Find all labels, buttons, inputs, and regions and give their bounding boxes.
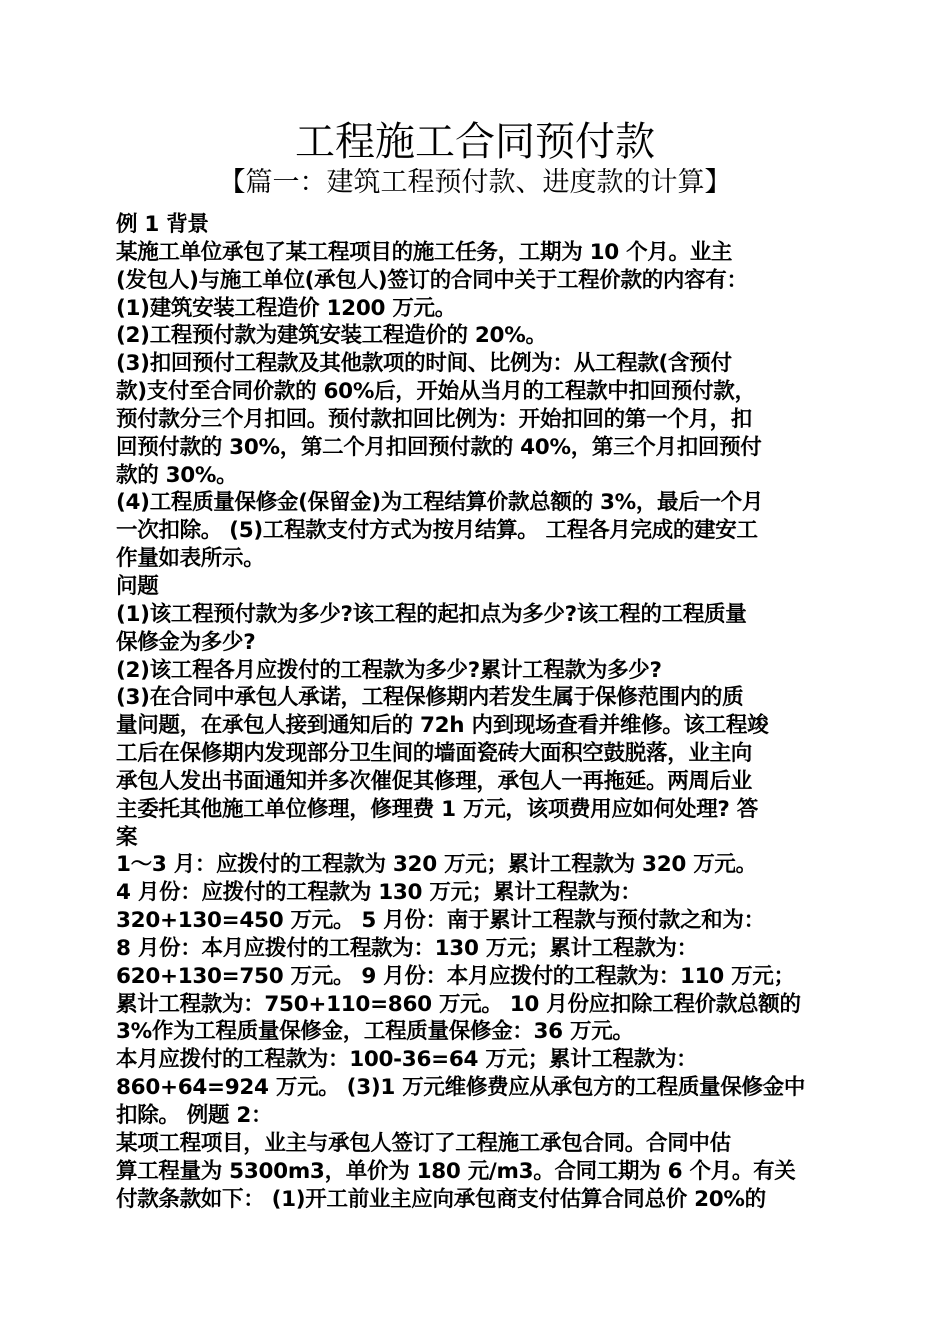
text-line: 保修金为多少? [116, 629, 256, 655]
text-line: 4 月份：应拨付的工程款为 130 万元；累计工程款为： [116, 880, 642, 906]
document-title: 工程施工合同预付款 [295, 119, 655, 165]
text-line: (2)工程预付款为建筑安装工程造价的 20%。 [116, 323, 547, 349]
text-line: 主委托其他施工单位修理，修理费 1 万元，该项费用应如何处理? 答 [116, 796, 758, 822]
text-line: (4)工程质量保修金(保留金)为工程结算价款总额的 3%，最后一个月 [116, 490, 764, 516]
text-line: 320+130=450 万元。 5 月份：南于累计工程款与预付款之和为： [116, 908, 765, 934]
text-line: 算工程量为 5300m3，单价为 180 元/m3。合同工期为 6 个月。有关 [116, 1158, 796, 1184]
text-line: 付款条款如下： (1)开工前业主应向承包商支付估算合同总价 20%的 [116, 1186, 766, 1212]
text-line: 3%作为工程质量保修金，工程质量保修金：36 万元。 [116, 1019, 634, 1045]
text-line: 款的 30%。 [116, 462, 238, 488]
document-body [116, 211, 836, 1213]
text-line: 某施工单位承包了某工程项目的施工任务，工期为 10 个月。业主 [116, 239, 733, 265]
document-subtitle: 【篇一：建筑工程预付款、进度款的计算】 [218, 167, 732, 198]
text-line: (1)该工程预付款为多少?该工程的起扣点为多少?该工程的工程质量 [116, 601, 747, 627]
text-line: (3)扣回预付工程款及其他款项的时间、比例为：从工程款(含预付 [116, 351, 732, 377]
text-line: 款)支付至合同价款的 60%后，开始从当月的工程款中扣回预付款， [116, 379, 756, 405]
text-line: 承包人发出书面通知并多次催促其修理，承包人一再拖延。两周后业 [116, 768, 753, 794]
text-line: 一次扣除。 (5)工程款支付方式为按月结算。 工程各月完成的建安工 [116, 518, 758, 544]
text-line: 问题 [116, 573, 159, 599]
text-line: 某项工程项目，业主与承包人签订了工程施工承包合同。合同中估 [116, 1130, 731, 1156]
text-line: 620+130=750 万元。 9 月份：本月应拨付的工程款为：110 万元； [116, 963, 795, 989]
text-line: 工后在保修期内发现部分卫生间的墙面瓷砖大面积空鼓脱落，业主向 [116, 741, 753, 767]
text-line: (发包人)与施工单位(承包人)签订的合同中关于工程价款的内容有： [116, 267, 748, 293]
text-line: 回预付款的 30%，第二个月扣回预付款的 40%，第三个月扣回预付 [116, 434, 762, 460]
text-line: (1)建筑安装工程造价 1200 万元。 [116, 295, 456, 321]
text-line: 预付款分三个月扣回。预付款扣回比例为：开始扣回的第一个月，扣 [116, 406, 753, 432]
text-line: 本月应拨付的工程款为：100-36=64 万元；累计工程款为： [116, 1047, 698, 1073]
text-line: 作量如表所示。 [116, 546, 265, 572]
text-line: 累计工程款为：750+110=860 万元。 10 月份应扣除工程价款总额的 [116, 991, 801, 1017]
text-line: 8 月份：本月应拨付的工程款为：130 万元；累计工程款为： [116, 935, 698, 961]
text-line: 例 1 背景 [116, 212, 209, 237]
text-line: (2)该工程各月应拨付的工程款为多少?累计工程款为多少? [116, 657, 662, 683]
text-line: 扣除。 例题 2： [116, 1103, 273, 1128]
text-line: 1～3 月：应拨付的工程款为 320 万元；累计工程款为 320 万元。 [116, 852, 757, 878]
text-line: (3)在合同中承包人承诺，工程保修期内若发生属于保修范围内的质 [116, 685, 744, 711]
text-line: 量问题，在承包人接到通知后的 72h 内到现场查看并维修。该工程竣 [116, 713, 769, 739]
text-line: 案 [116, 824, 138, 850]
text-line: 860+64=924 万元。 (3)1 万元维修费应从承包方的工程质量保修金中 [116, 1075, 806, 1101]
